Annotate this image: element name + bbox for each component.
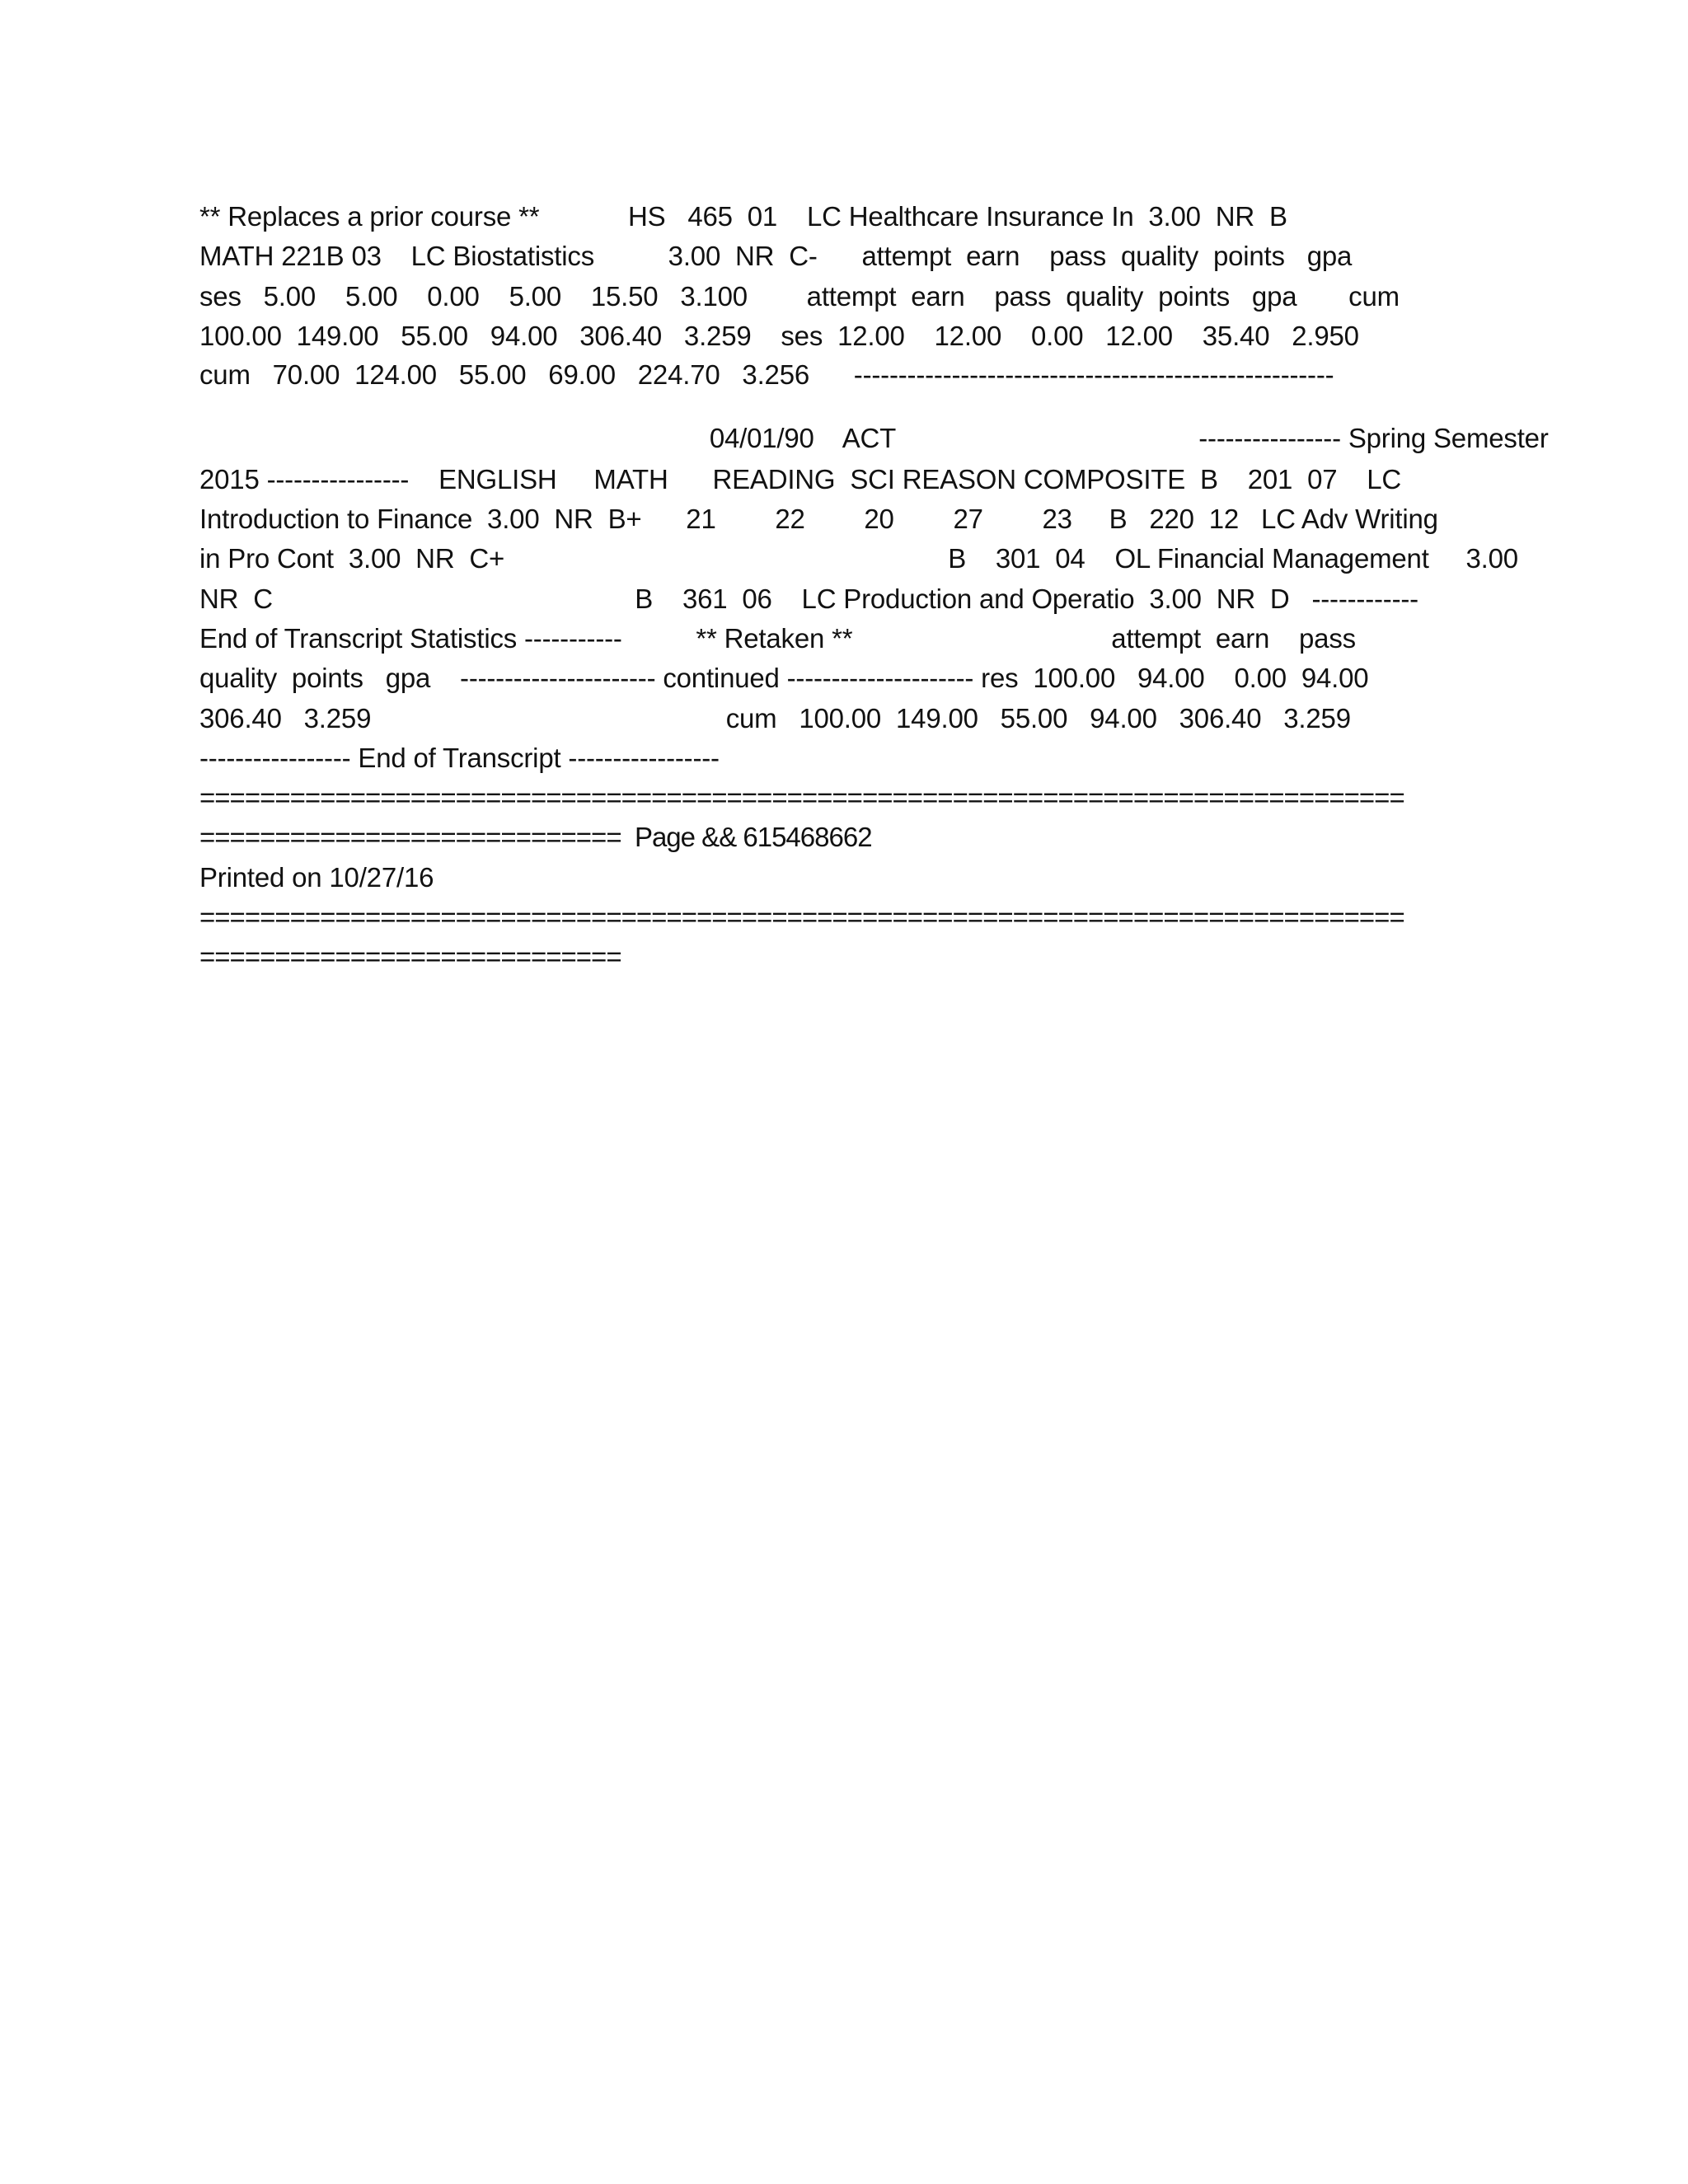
transcript-line: NR C B 361 06 LC Production and Operatio 3.00 NR D ------------	[199, 583, 1418, 614]
transcript-line: Introduction to Finance 3.00 NR B+ 21 22 20 27 23 B 220 12 LC Adv Writing	[199, 504, 1438, 534]
transcript-line: in Pro Cont 3.00 NR C+ B 301 04 OL Financial Management 3.00	[199, 543, 1518, 574]
separator-rule: ================================================================================	[199, 782, 1404, 813]
page-number-line: ============================ Page && 615468662	[199, 822, 872, 852]
transcript-line: 306.40 3.259 cum 100.00 149.00 55.00 94.00 306.40 3.259	[199, 703, 1351, 733]
transcript-line: 2015 ---------------- ENGLISH MATH READING SCI REASON COMPOSITE B 201 07 LC	[199, 464, 1402, 494]
printed-date: Printed on 10/27/16	[199, 862, 434, 893]
transcript-line: ses 5.00 5.00 0.00 5.00 15.50 3.100 attempt earn pass quality points gpa cum	[199, 281, 1400, 312]
transcript-line: 100.00 149.00 55.00 94.00 306.40 3.259 ses 12.00 12.00 0.00 12.00 35.40 2.950	[199, 321, 1359, 351]
transcript-line: cum 70.00 124.00 55.00 69.00 224.70 3.256 ------------------------------------------------------	[199, 359, 1334, 390]
transcript-line: 04/01/90 ACT ---------------- Spring Semester	[199, 423, 1549, 453]
transcript-line: End of Transcript Statistics ----------- ** Retaken ** attempt earn pass	[199, 623, 1356, 654]
transcript-line: ----------------- End of Transcript -----------------	[199, 743, 720, 773]
transcript-line: MATH 221B 03 LC Biostatistics 3.00 NR C- attempt earn pass quality points gpa	[199, 241, 1353, 271]
transcript-line: quality points gpa ---------------------- continued --------------------- res 100.00 94.00 0.00 94.00	[199, 663, 1369, 693]
transcript-line: ** Replaces a prior course ** HS 465 01 LC Healthcare Insurance In 3.00 NR B	[199, 201, 1287, 232]
separator-rule: ============================	[199, 941, 621, 972]
separator-rule: ================================================================================	[199, 902, 1404, 932]
